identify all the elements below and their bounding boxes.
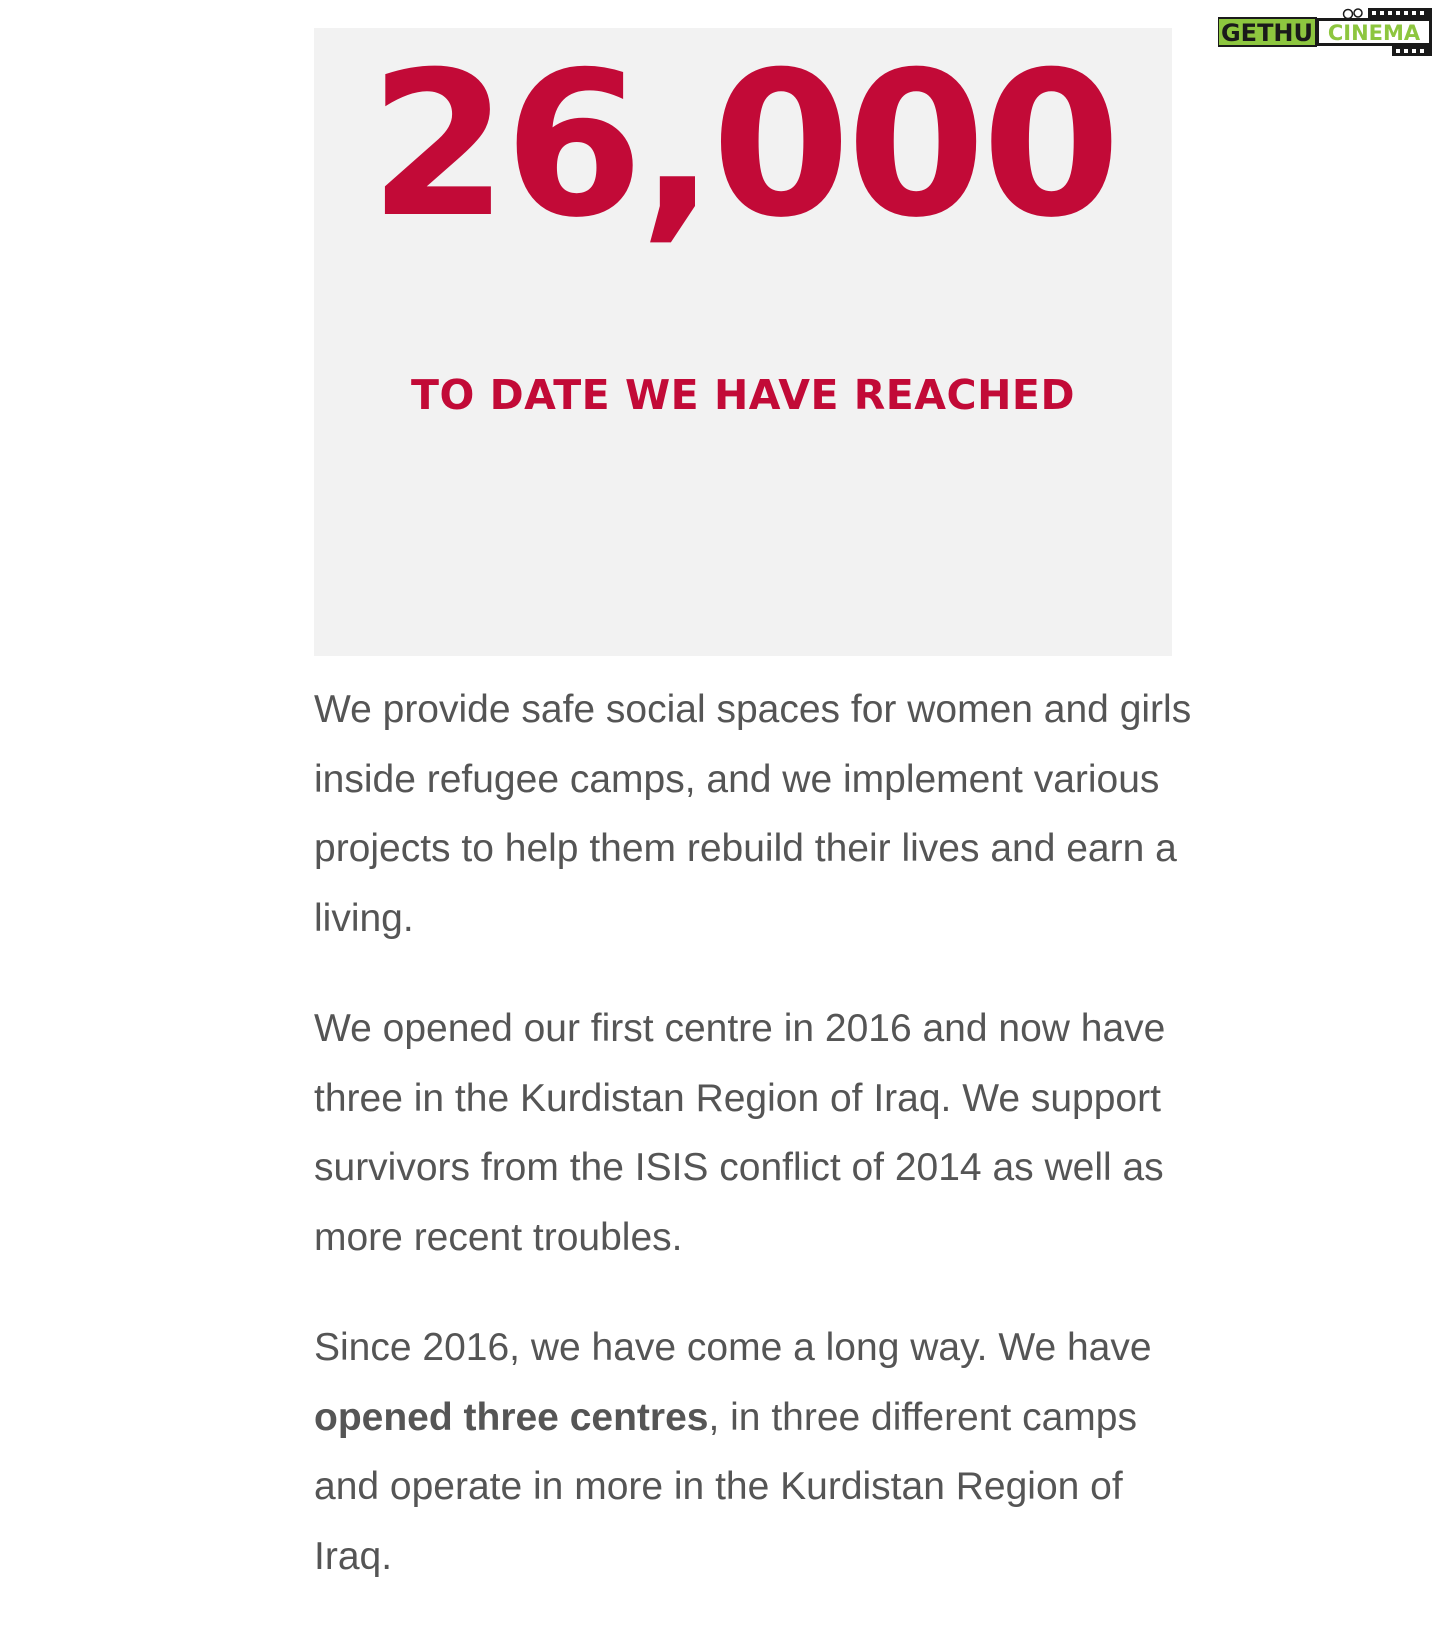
body-content [314, 675, 1194, 1632]
watermark-text-gethu: GETHU [1220, 19, 1314, 47]
watermark-text-cinema: CINEMA [1327, 21, 1421, 45]
stat-number: 26,000 [369, 29, 1117, 262]
stat-box [314, 28, 1172, 656]
paragraph-intro: We provide safe social spaces for women and girls inside refugee camps, and we implement various projects to help them rebuild their lives and earn a living. [314, 688, 1192, 940]
paragraph-history: We opened our first centre in 2016 and now have three in the Kurdistan Region of Iraq. We support survivors from the ISIS conflict of 2014 as well as more recent troubles. [314, 1007, 1166, 1259]
stat-caption: TO DATE WE HAVE REACHED [411, 371, 1075, 419]
film-camera-icon [1218, 8, 1432, 56]
paragraph-progress-bold: opened three centres [314, 1395, 709, 1439]
watermark-logo [1218, 8, 1432, 56]
paragraph-progress [314, 1313, 1194, 1591]
paragraph-progress-after: , in three different camps and operate in more in the Kurdistan Region of Iraq. [314, 1395, 1137, 1578]
paragraph-progress-before: Since 2016, we have come a long way. We have [314, 1326, 1152, 1369]
